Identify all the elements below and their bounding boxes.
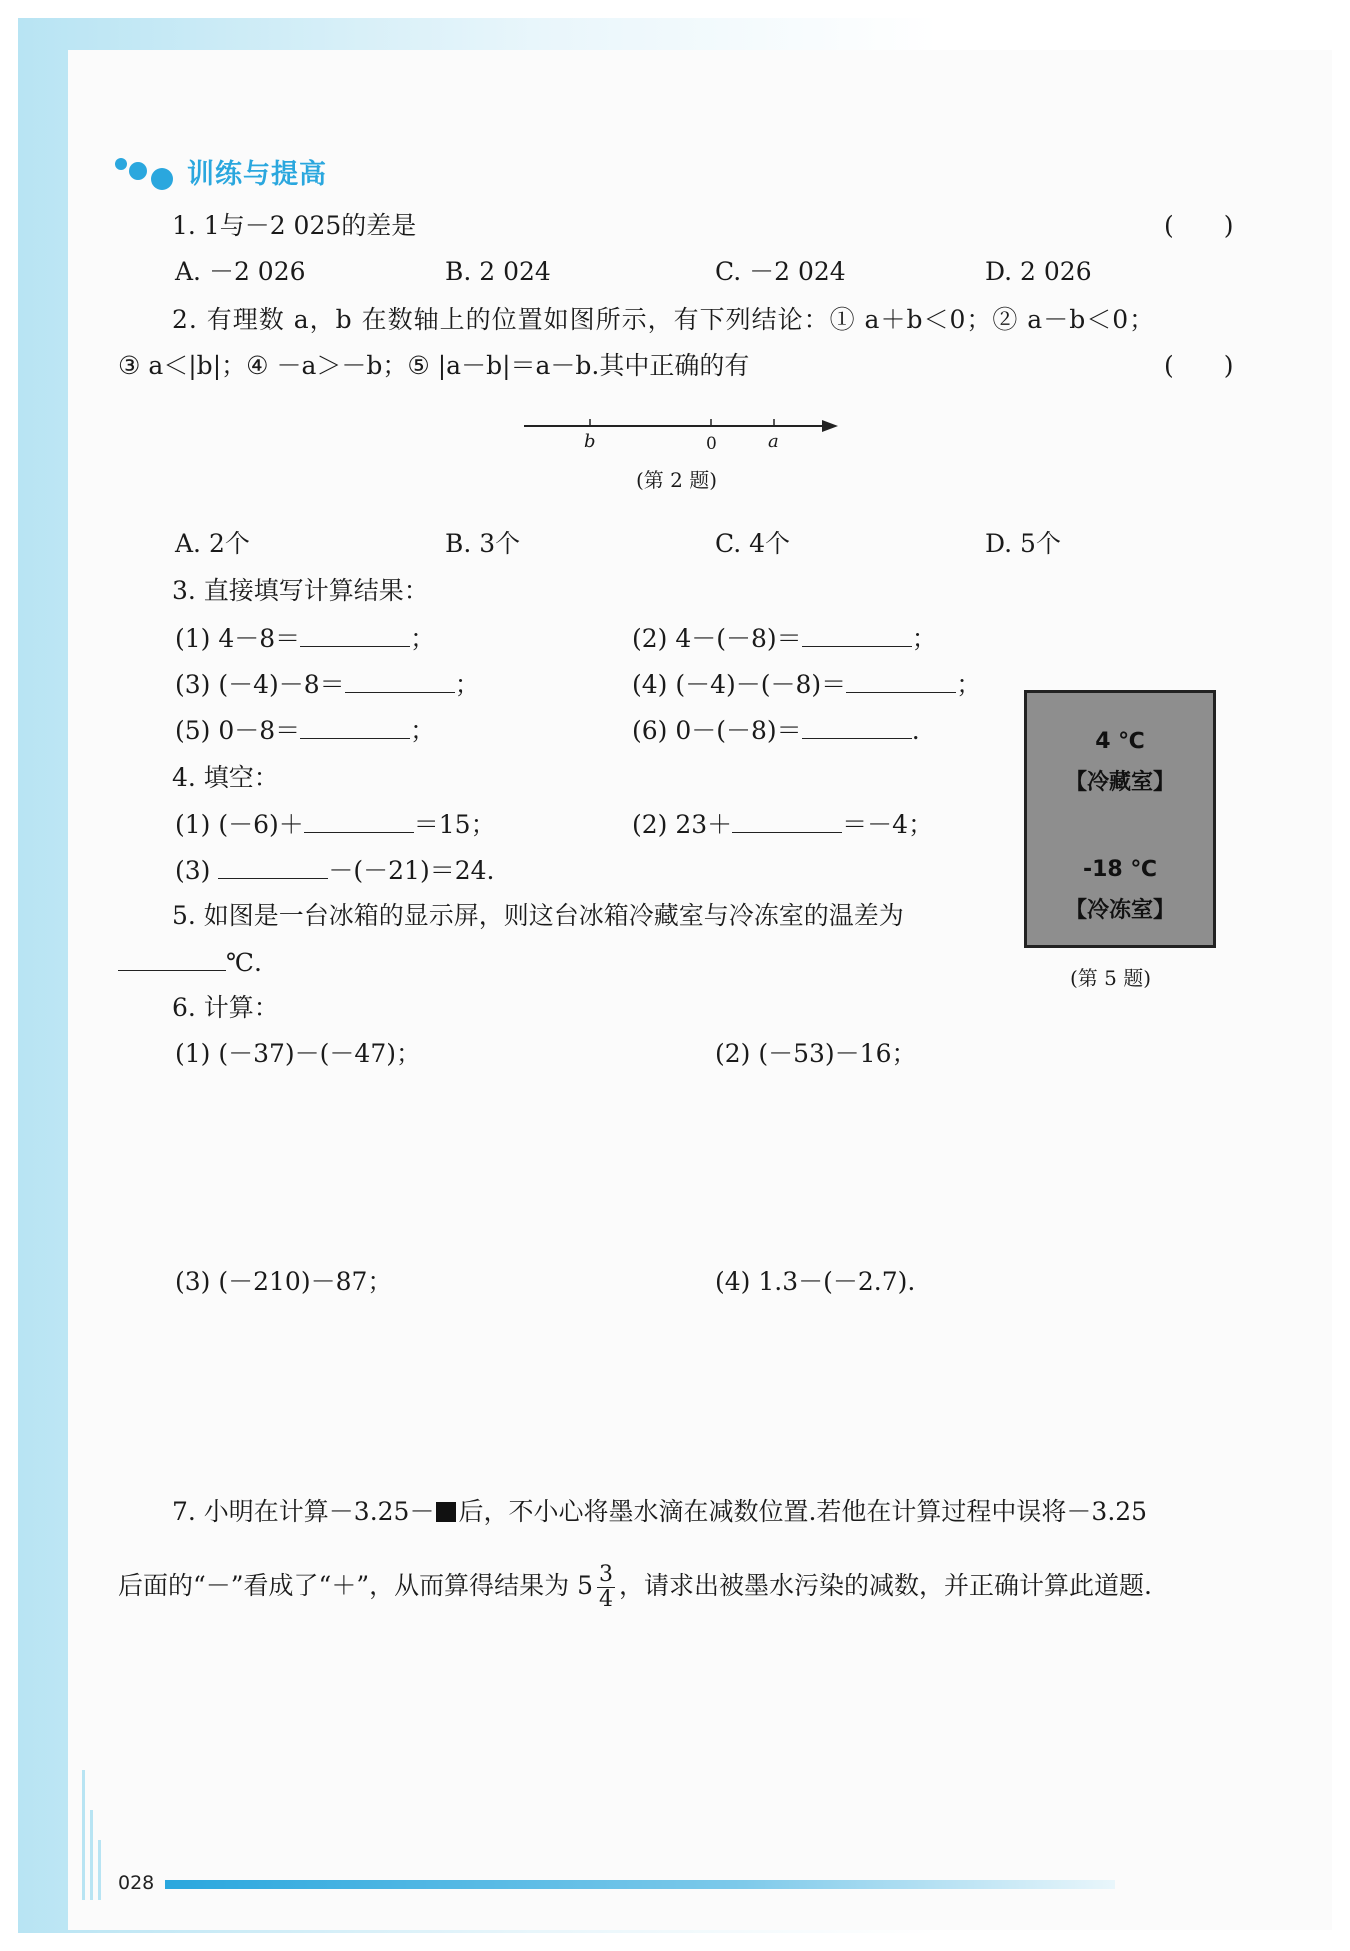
q5-unit: ℃. [226, 948, 262, 977]
q3-end-2: ； [911, 624, 937, 653]
q4-title: 4. 填空： [172, 763, 279, 792]
q3-end-3: ； [454, 670, 480, 699]
q3-item-2 [632, 622, 937, 655]
q1-option-b[interactable]: B. 2 024 [445, 257, 551, 286]
q4-item-1 [175, 808, 496, 841]
q7-line1 [172, 1496, 1147, 1528]
q3-expr-6: (6) 0－(－8)＝ [632, 716, 802, 745]
fridge-label-2: 【冷冻室】 [1064, 898, 1175, 923]
q1-answer-paren: ( ) [1164, 211, 1234, 240]
q4-expr-1-post: ＝15； [413, 810, 496, 839]
q2-answer-paren: ( ) [1164, 351, 1234, 380]
q1-option-c[interactable]: C. －2 024 [715, 257, 846, 286]
q1-option-a[interactable]: A. －2 026 [175, 257, 306, 286]
q3-item-5 [175, 714, 435, 747]
dot-icon [129, 162, 147, 180]
answer-blank[interactable] [345, 668, 455, 693]
q3-item-4 [632, 668, 981, 701]
fridge-display [1024, 690, 1216, 948]
answer-blank[interactable] [304, 808, 414, 833]
q3-expr-5: (5) 0－8＝ [175, 716, 301, 745]
mixed-fraction [597, 1563, 615, 1612]
q7-line1-a: 7. 小明在计算－3.25－ [172, 1497, 435, 1526]
q3-end-6: . [911, 716, 920, 745]
q3-expr-1: (1) 4－8＝ [175, 624, 301, 653]
fraction-numerator: 3 [598, 1562, 613, 1587]
q3-end-4: ； [956, 670, 982, 699]
q3-title: 3. 直接填写计算结果： [172, 576, 429, 605]
q3-expr-4: (4) (－4)－(－8)＝ [632, 670, 847, 699]
q4-item-3 [175, 854, 494, 887]
fridge-temp-2: -18 ℃ [1082, 857, 1158, 882]
dot-icon [115, 158, 127, 170]
answer-blank[interactable] [300, 714, 410, 739]
number-line [520, 410, 840, 460]
q4-expr-3-pre: (3) [175, 856, 211, 885]
q6-item-3: (3) (－210)－87； [175, 1267, 393, 1296]
q3-end-1: ； [410, 624, 436, 653]
q3-end-5: ； [410, 716, 436, 745]
q7-line2-a: 后面的“－”看成了“＋”，从而算得结果为 5 [118, 1571, 593, 1600]
q2-option-b[interactable]: B. 3个 [445, 529, 521, 558]
fraction-denominator: 4 [598, 1587, 613, 1612]
q3-expr-3: (3) (－4)－8＝ [175, 670, 345, 699]
arrow-icon [822, 420, 838, 432]
answer-blank[interactable] [218, 854, 328, 879]
axis-label-b: b [584, 431, 596, 452]
ink-blot-icon [436, 1502, 456, 1522]
section-title: 训练与提高 [187, 159, 327, 190]
q6-item-4: (4) 1.3－(－2.7). [715, 1267, 916, 1296]
answer-blank[interactable] [118, 946, 226, 971]
q4-expr-3-post: －(－21)＝24. [328, 856, 495, 885]
q4-item-2 [632, 808, 933, 841]
q2-figure-caption: (第 2 题) [636, 468, 718, 492]
q1-stem: 1. 1与－2 025的差是 [172, 211, 417, 240]
q5-line2 [118, 946, 262, 979]
axis-label-0: 0 [706, 434, 717, 454]
q2-option-d[interactable]: D. 5个 [985, 529, 1061, 558]
q3-item-1 [175, 622, 435, 655]
answer-blank[interactable] [802, 622, 912, 647]
axis-label-a: a [768, 431, 779, 452]
q3-item-3 [175, 668, 480, 701]
q6-item-2: (2) (－53)－16； [715, 1039, 917, 1068]
q7-line2-b: ，请求出被墨水污染的减数，并正确计算此道题. [618, 1571, 1152, 1600]
answer-blank[interactable] [732, 808, 842, 833]
q6-title: 6. 计算： [172, 993, 279, 1022]
q5-line1: 5. 如图是一台冰箱的显示屏，则这台冰箱冷藏室与冷冻室的温差为 [172, 901, 904, 930]
q2-option-a[interactable]: A. 2个 [175, 529, 250, 558]
q4-expr-1-pre: (1) (－6)＋ [175, 810, 304, 839]
q1-option-d[interactable]: D. 2 026 [985, 257, 1092, 286]
fridge-label-1: 【冷藏室】 [1064, 770, 1175, 795]
q4-expr-2-pre: (2) 23＋ [632, 810, 733, 839]
q7-line1-b: 后，不小心将墨水滴在减数位置.若他在计算过程中误将－3.25 [458, 1497, 1148, 1526]
answer-blank[interactable] [846, 668, 956, 693]
q2-line1: 2. 有理数 a，b 在数轴上的位置如图所示，有下列结论：① a＋b＜0；② a－b＜0； [172, 305, 1156, 334]
fridge-temp-1: 4 ℃ [1095, 729, 1145, 754]
q3-expr-2: (2) 4－(－8)＝ [632, 624, 802, 653]
q4-expr-2-post: ＝－4； [842, 810, 934, 839]
answer-blank[interactable] [802, 714, 912, 739]
q2-option-c[interactable]: C. 4个 [715, 529, 791, 558]
page-number: 028 [118, 1872, 155, 1894]
q2-line2: ③ a＜|b|；④ －a＞－b；⑤ |a－b|＝a－b.其中正确的有 [118, 351, 750, 380]
footer-line [165, 1880, 1115, 1889]
dot-icon [151, 168, 173, 190]
q7-line2 [118, 1556, 1152, 1616]
q3-item-6 [632, 714, 920, 747]
q6-item-1: (1) (－37)－(－47)； [175, 1039, 421, 1068]
answer-blank[interactable] [300, 622, 410, 647]
q5-figure-caption: (第 5 题) [1070, 966, 1152, 990]
